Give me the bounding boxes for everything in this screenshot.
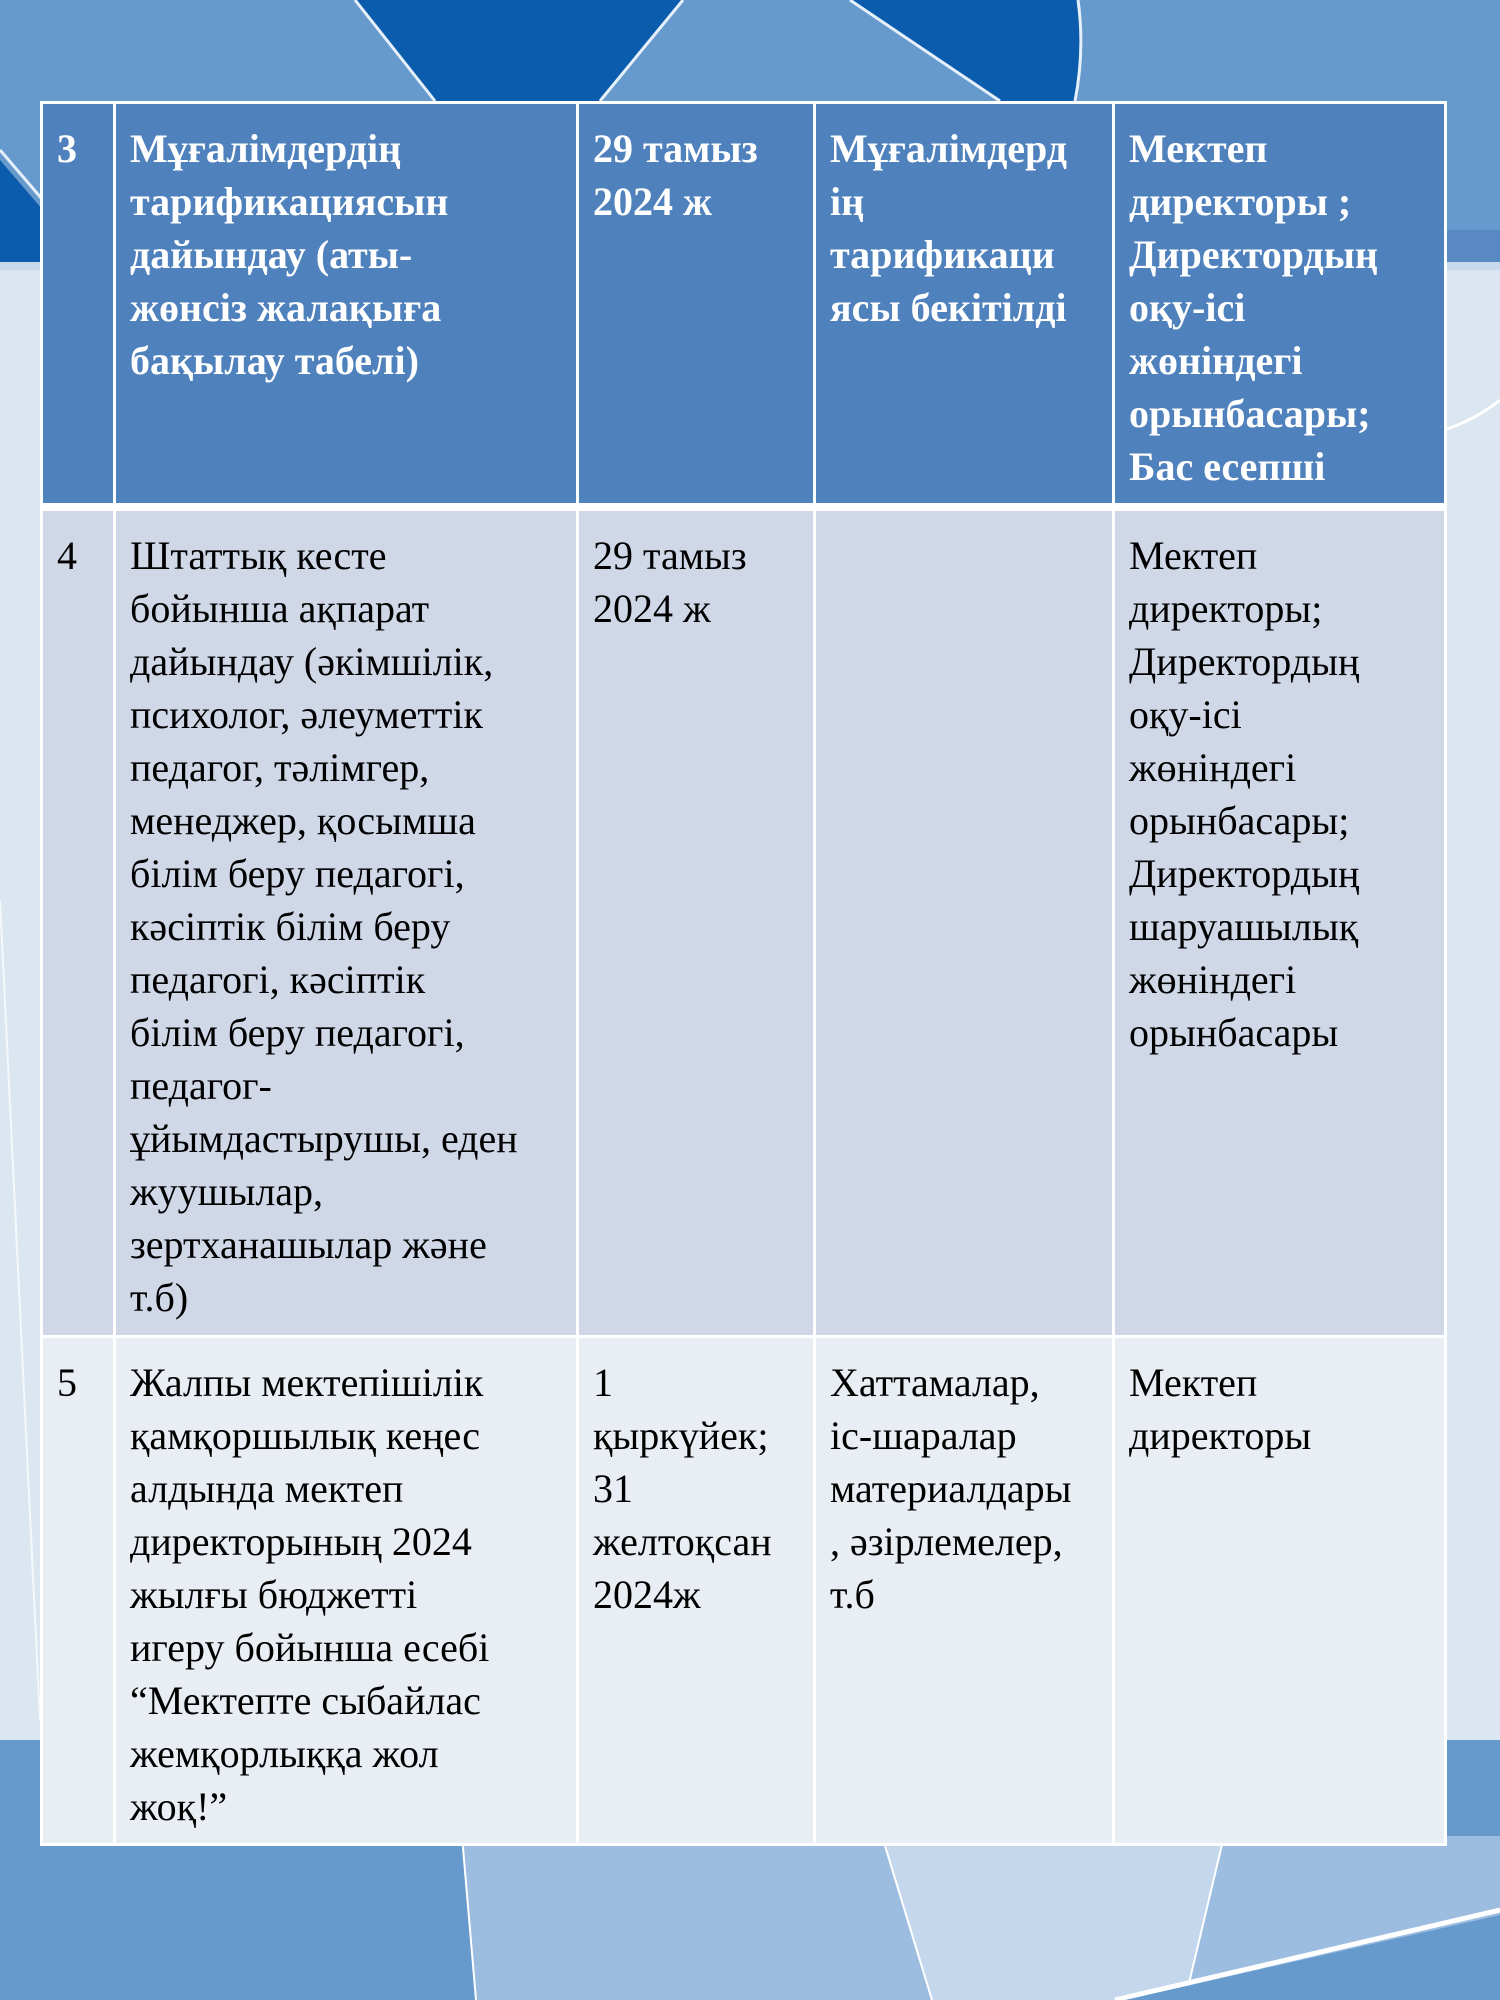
date-cell bbox=[578, 507, 815, 1336]
task-text: Жалпы мектепішілік қамқоршылық кеңес алдында мектеп директорының 2024 жылғы бюджетті игеру бойынша есебі “Мектепте сыбайлас жемқорлыққа жол жоқ!” bbox=[130, 1359, 490, 1829]
table-row bbox=[42, 1336, 1446, 1844]
date-text: 1 қыркүйек; 31 желтоқсан 2024ж bbox=[593, 1359, 772, 1617]
result-text: Мұғалімдерд ің тарификаци ясы бекітілді bbox=[830, 126, 1068, 330]
result-cell bbox=[815, 1336, 1114, 1844]
row-number: 4 bbox=[57, 533, 77, 578]
responsible-cell bbox=[1114, 507, 1446, 1336]
responsible-text: Мектеп директоры ; Директордың оқу-ісі жөніндегі орынбасары; Бас есепші bbox=[1129, 126, 1378, 489]
bottom-light-shape-2 bbox=[882, 1836, 1224, 2000]
result-cell bbox=[815, 103, 1114, 508]
date-text: 29 тамыз 2024 ж bbox=[593, 533, 747, 631]
table-row bbox=[42, 103, 1446, 508]
row-number-cell bbox=[42, 1336, 115, 1844]
top-right-shade bbox=[1444, 230, 1500, 262]
task-cell bbox=[115, 103, 578, 508]
date-cell bbox=[578, 103, 815, 508]
date-cell bbox=[578, 1336, 815, 1844]
responsible-cell bbox=[1114, 1336, 1446, 1844]
responsible-cell bbox=[1114, 103, 1446, 508]
bottom-light-shape-1 bbox=[462, 1836, 932, 2000]
task-cell bbox=[115, 1336, 578, 1844]
result-cell bbox=[815, 507, 1114, 1336]
plan-table bbox=[40, 101, 1447, 1846]
row-number: 5 bbox=[57, 1359, 77, 1405]
row-number: 3 bbox=[57, 126, 77, 171]
task-cell bbox=[115, 507, 578, 1336]
row-number-cell bbox=[42, 507, 115, 1336]
responsible-text: Мектеп директоры; Директордың оқу-ісі жөніндегі орынбасары; Директордың шаруашылық жөніндегі орынбасары bbox=[1129, 533, 1360, 1055]
task-text: Штаттық кесте бойынша ақпарат дайындау (әкімшілік, психолог, әлеуметтік педагог, тәлімгер, менеджер, қосымша білім беру педагогі, кәсіптік білім беру педагогі, кәсіптік білім беру педагогі, педагог- ұйымдастырушы, еден жуушылар, зертханашылар және т.б) bbox=[130, 533, 518, 1320]
row-number-cell bbox=[42, 103, 115, 508]
date-text: 29 тамыз 2024 ж bbox=[593, 126, 758, 224]
result-text: Хаттамалар, іс-шаралар материалдары , әзірлемелер, т.б bbox=[830, 1359, 1072, 1617]
task-text: Мұғалімдердің тарификациясын дайындау (аты- жөнсіз жалақыға бақылау табелі) bbox=[130, 126, 449, 383]
responsible-text: Мектеп директоры bbox=[1129, 1359, 1312, 1458]
table-row bbox=[42, 507, 1446, 1336]
